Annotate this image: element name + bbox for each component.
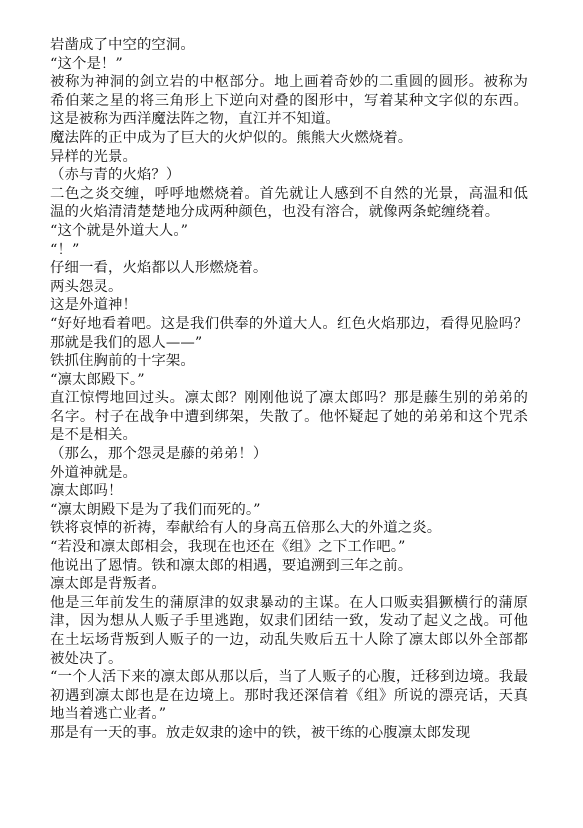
paragraph: 外道神就是。 xyxy=(50,464,137,481)
paragraph: 那是有一天的事。放走奴隶的途中的铁，被干练的心腹凛太郎发现 xyxy=(50,724,471,741)
paragraph: “这个就是外道大人。” xyxy=(50,222,189,239)
paragraph: “！” xyxy=(50,241,80,258)
paragraph: 仔细一看，火焰都以人形燃烧着。 xyxy=(50,260,268,277)
paragraph: 他是三年前发生的蒲原津的奴隶暴动的主谋。在人口贩卖猖獗横行的蒲原津，因为想从人贩子手里逃跑，奴隶们团结一致，发动了起义之战。可他在土坛场背叛到人贩子的一边，动乱失败后五十人除了凛太郎以外全部都被处决了。 xyxy=(50,594,528,667)
paragraph: （赤与青的火焰？） xyxy=(50,167,181,184)
paragraph: “若没和凛太郎相会，我现在也还在《组》之下工作吧。” xyxy=(50,539,406,556)
paragraph: 他说出了恩情。铁和凛太郎的相遇，要追溯到三年之前。 xyxy=(50,557,413,574)
paragraph: 这是外道神！ xyxy=(50,297,137,314)
paragraph: “凛太朗殿下是为了我们而死的。” xyxy=(50,501,261,518)
paragraph: 二色之炎交缠，呼呼地燃烧着。首先就让人感到不自然的光景，高温和低温的火焰清清楚楚地分成两种颜色，也没有溶合，就像两条蛇缠绕着。 xyxy=(50,185,528,221)
paragraph: 铁将哀悼的祈祷，奉献给有人的身高五倍那么大的外道之炎。 xyxy=(50,520,442,537)
paragraph: 凛太郎吗！ xyxy=(50,483,123,500)
paragraph: 岩凿成了中空的空洞。 xyxy=(50,37,195,53)
paragraph: 铁抓住胸前的十字架。 xyxy=(50,353,195,370)
paragraph: 直江惊愕地回过头。凛太郎？刚刚他说了凛太郎吗？那是藤生别的弟弟的名字。村子在战争中遭到绑架，失散了。他怀疑起了她的弟弟和这个咒杀是不是相关。 xyxy=(50,390,528,444)
document-page xyxy=(50,36,528,743)
paragraph: “这个是！” xyxy=(50,55,123,72)
paragraph: 被称为神洞的剑立岩的中枢部分。地上画着奇妙的二重圆的圆形。被称为希伯莱之星的将三角形上下逆向对叠的图形中，写着某种文字似的东西。这是被称为西洋魔法阵之物，直江并不知道。 xyxy=(50,74,528,128)
paragraph: “好好地看着吧。这是我们供奉的外道大人。红色火焰那边，看得见脸吗？那就是我们的恩人——” xyxy=(50,315,528,351)
paragraph: 凛太郎是背叛者。 xyxy=(50,576,166,593)
paragraph: “一个人活下来的凛太郎从那以后，当了人贩子的心腹，迁移到边境。我最初遇到凛太郎也是在边境上。那时我还深信着《组》所说的漂亮话，天真地当着逃亡业者。” xyxy=(50,669,528,723)
paragraph: （那么，那个怨灵是藤的弟弟！） xyxy=(50,446,268,463)
paragraph: 异样的光景。 xyxy=(50,148,137,165)
paragraph: “凛太郎殿下。” xyxy=(50,371,145,388)
paragraph: 魔法阵的正中成为了巨大的火炉似的。熊熊大火燃烧着。 xyxy=(50,129,413,146)
paragraph: 两头怨灵。 xyxy=(50,278,123,295)
